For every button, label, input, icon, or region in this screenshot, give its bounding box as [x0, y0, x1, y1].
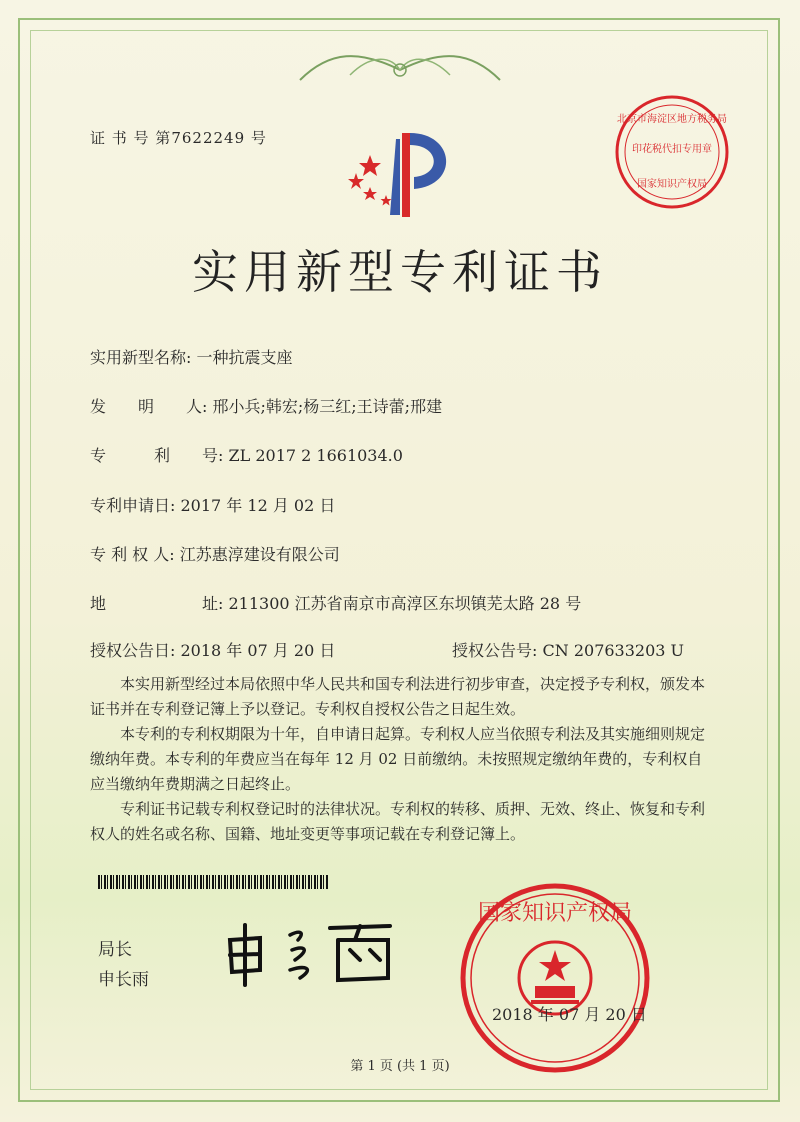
address — [90, 591, 581, 614]
field-label: 实用新型名称: — [90, 348, 192, 367]
paragraph-legal-status: 专利证书记载专利权登记时的法律状况。专利权的转移、质押、无效、终止、恢复和专利权人的姓名或名称、国籍、地址变更等事项记载在专利登记簿上。 — [90, 800, 706, 843]
certificate-number — [90, 127, 267, 148]
state-ip-office-seal — [455, 878, 655, 1078]
handwritten-signature — [220, 910, 410, 990]
field-value: 2018 年 07 月 20 日 — [180, 641, 336, 660]
field-value: 211300 江苏省南京市高淳区东坝镇芜太路 28 号 — [228, 594, 582, 613]
field-label: 专利申请日: — [90, 496, 176, 515]
field-label: 发 明 人: — [90, 397, 208, 416]
director-name: 申长雨 — [98, 970, 149, 990]
field-value: ZL 2017 2 1661034.0 — [228, 446, 403, 465]
field-value: 邢小兵;韩宏;杨三红;王诗蕾;邢建 — [212, 397, 443, 416]
tax-seal-center-text: 印花税代扣专用章 — [632, 144, 712, 155]
utility-model-name — [90, 345, 293, 368]
director-title: 局长 — [98, 940, 132, 960]
certificate-number-label: 证 书 号 第 — [90, 129, 172, 147]
field-value: 一种抗震支座 — [196, 348, 293, 367]
field-label: 授权公告日: — [90, 641, 176, 660]
field-value: 江苏惠淳建设有限公司 — [179, 545, 340, 564]
barcode — [98, 875, 328, 889]
page-number: 第 1 页 (共 1 页) — [350, 1059, 450, 1074]
grant-date — [90, 638, 335, 661]
paragraph-term: 本专利的专利权期限为十年，自申请日起算。专利权人应当依照专利法及其实施细则规定缴纳年费。本专利的年费应当在每年 12 月 02 日前缴纳。未按照规定缴纳年费的，专利权自应当缴纳年费期满之日起终止。 — [90, 725, 706, 793]
paragraph-grant: 本实用新型经过本局依照中华人民共和国专利法进行初步审查，决定授予专利权，颁发本证书并在专利登记簿上予以登记。专利权自授权公告之日起生效。 — [90, 675, 706, 718]
certificate-number-suffix: 号 — [250, 129, 267, 147]
field-value: CN 207633203 U — [542, 641, 685, 660]
patent-holder — [90, 542, 340, 565]
inventors — [90, 394, 442, 417]
seal-date: 2018 年 07 月 20 日 — [492, 1005, 647, 1024]
top-ornament — [290, 40, 510, 90]
state-seal-ring-text: 国家知识产权局 — [477, 901, 633, 926]
field-label: 地 址: — [90, 594, 224, 613]
tax-seal-ring-text: 北京市海淀区地方税务局 — [617, 114, 727, 125]
field-value: 2017 年 12 月 02 日 — [180, 496, 336, 515]
filing-date — [90, 493, 335, 516]
certificate-title: 实用新型专利证书 — [192, 245, 608, 299]
grant-number — [452, 638, 684, 661]
patent-office-logo — [330, 125, 470, 225]
tax-seal-stamp — [612, 92, 732, 212]
field-label: 专 利 号: — [90, 446, 224, 465]
field-label: 授权公告号: — [452, 641, 538, 660]
patent-number — [90, 443, 403, 466]
certificate-number-value: 7622249 — [171, 129, 246, 147]
field-label: 专 利 权 人: — [90, 545, 175, 564]
tax-seal-bottom-text: 国家知识产权局 — [637, 179, 707, 190]
